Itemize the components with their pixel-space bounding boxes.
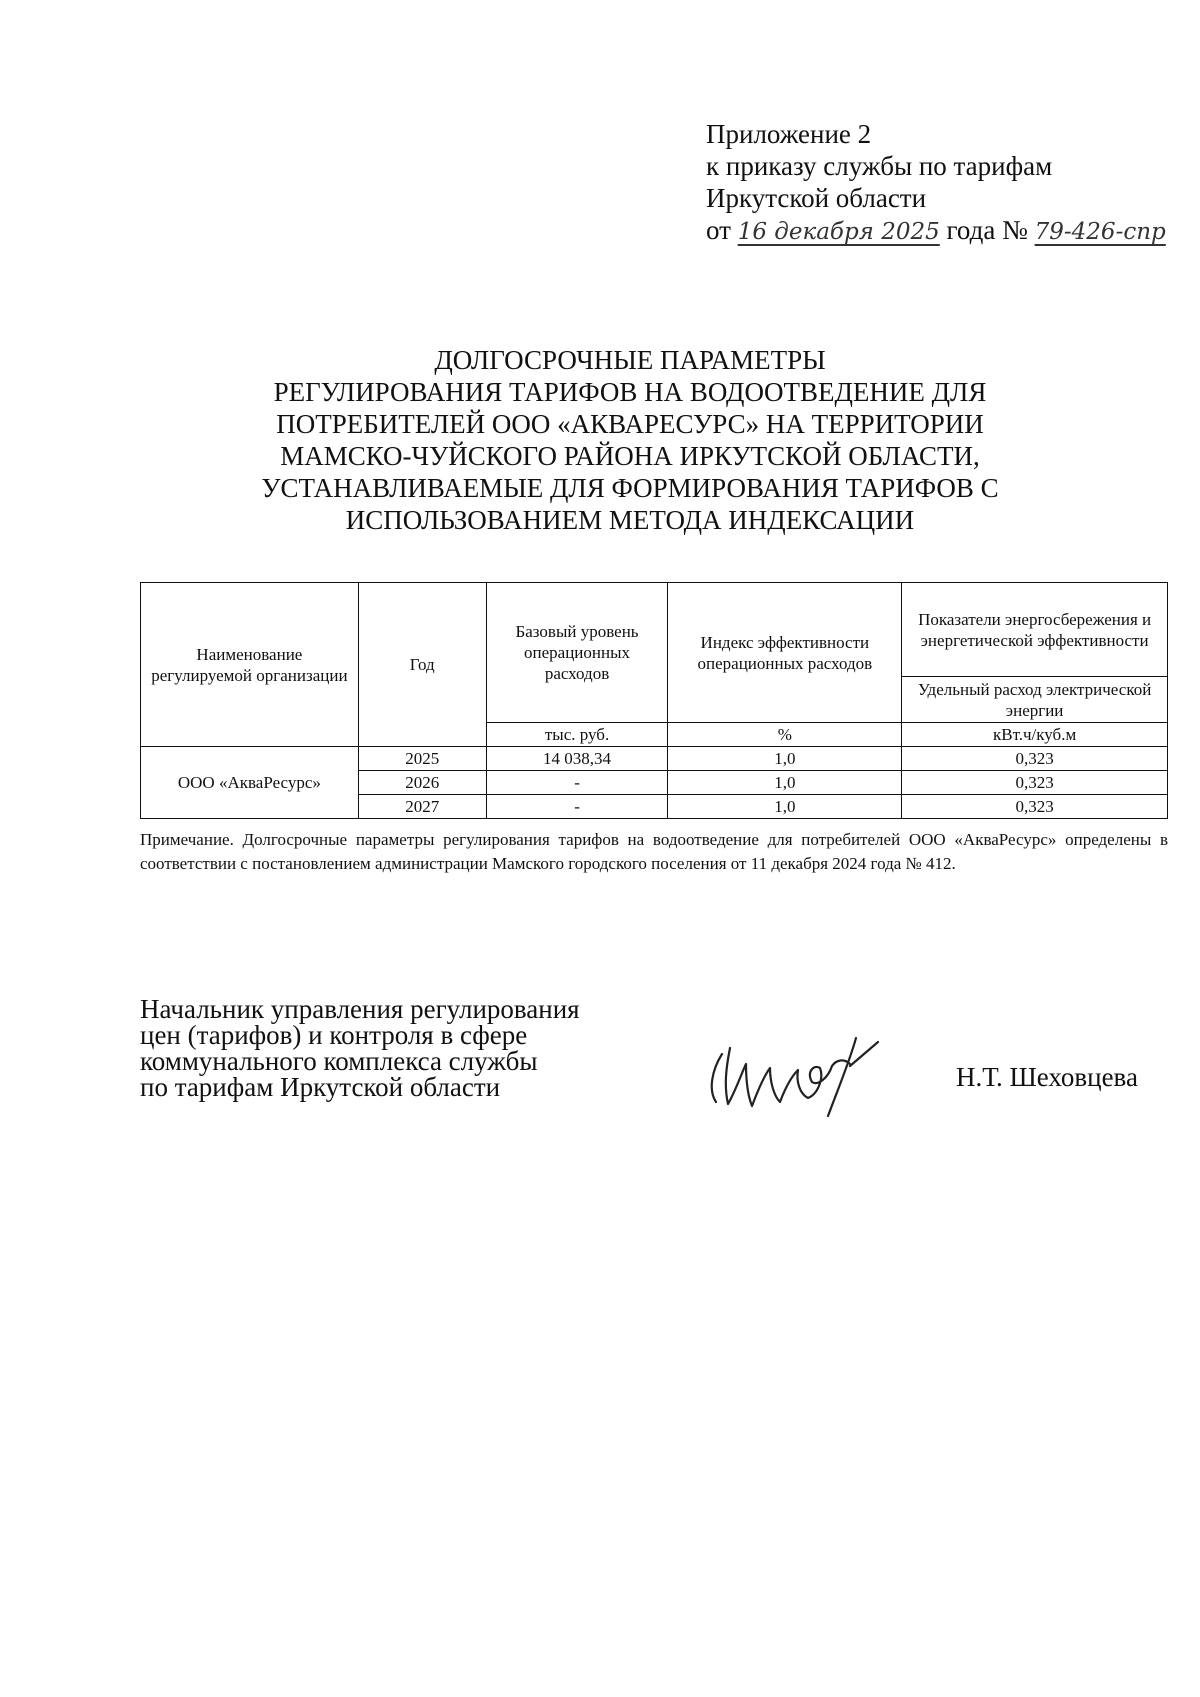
- handwritten-date: 16 декабря 2025: [737, 219, 940, 245]
- position-line: Начальник управления регулирования: [140, 994, 580, 1024]
- unit-base-level: тыс. руб.: [486, 723, 668, 747]
- position-line: коммунального комплекса службы: [140, 1046, 538, 1076]
- organization-name: ООО «АкваРесурс»: [141, 747, 359, 819]
- row-energy: 0,323: [902, 747, 1168, 771]
- header-energy-group: Показатели энергосбережения и энергетической эффективности: [902, 583, 1168, 677]
- year-number-label: года №: [946, 215, 1028, 245]
- row-energy: 0,323: [902, 795, 1168, 819]
- header-year: Год: [358, 583, 486, 747]
- row-base-level: -: [486, 795, 668, 819]
- appendix-line-1: Приложение 2: [706, 119, 872, 149]
- parameters-table: [140, 582, 1168, 819]
- header-org: Наименование регулируемой организации: [141, 583, 359, 747]
- handwritten-signature-icon: [700, 1020, 910, 1120]
- appendix-line-3: Иркутской области: [706, 183, 927, 213]
- signatory-position: [140, 996, 580, 1100]
- appendix-line-2: к приказу службы по тарифам: [706, 151, 1053, 181]
- document-title: [130, 344, 1130, 536]
- note-text: Примечание. Долгосрочные параметры регулирования тарифов на водоотведение для потребителей ООО «АкваРесурс» определены в соответствии с постановлением администрации Мамского городского поселения от 11 декабря 2024 года № 412.: [140, 830, 1168, 873]
- row-year: 2027: [358, 795, 486, 819]
- appendix-header: [706, 118, 1166, 248]
- table-note: [140, 828, 1168, 876]
- table-row: [141, 747, 1168, 771]
- row-year: 2025: [358, 747, 486, 771]
- title-line: УСТАНАВЛИВАЕМЫЕ ДЛЯ ФОРМИРОВАНИЯ ТАРИФОВ С: [261, 473, 999, 503]
- unit-energy: кВт.ч/куб.м: [902, 723, 1168, 747]
- handwritten-order-number: 79-426-спр: [1034, 219, 1166, 245]
- header-base-level: Базовый уровень операционных расходов: [486, 583, 668, 723]
- position-line: по тарифам Иркутской области: [140, 1072, 501, 1102]
- row-energy: 0,323: [902, 771, 1168, 795]
- title-line: ИСПОЛЬЗОВАНИЕМ МЕТОДА ИНДЕКСАЦИИ: [345, 505, 915, 535]
- title-line: ПОТРЕБИТЕЛЕЙ ООО «АКВАРЕСУРС» НА ТЕРРИТОРИИ: [276, 409, 984, 439]
- signatory-name: Н.Т. Шеховцева: [956, 1062, 1138, 1092]
- position-line: цен (тарифов) и контроля в сфере: [140, 1020, 528, 1050]
- title-line: МАМСКО-ЧУЙСКОГО РАЙОНА ИРКУТСКОЙ ОБЛАСТИ,: [280, 441, 980, 471]
- row-index: 1,0: [668, 795, 902, 819]
- appendix-date-line: [706, 214, 1166, 248]
- header-energy-sub: Удельный расход электрической энергии: [902, 677, 1168, 723]
- row-index: 1,0: [668, 771, 902, 795]
- header-efficiency-index: Индекс эффективности операционных расходов: [668, 583, 902, 723]
- row-base-level: -: [486, 771, 668, 795]
- row-year: 2026: [358, 771, 486, 795]
- unit-index: %: [668, 723, 902, 747]
- title-line: ДОЛГОСРОЧНЫЕ ПАРАМЕТРЫ: [434, 345, 826, 375]
- row-base-level: 14 038,34: [486, 747, 668, 771]
- title-line: РЕГУЛИРОВАНИЯ ТАРИФОВ НА ВОДООТВЕДЕНИЕ ДЛЯ: [273, 377, 987, 407]
- row-index: 1,0: [668, 747, 902, 771]
- from-label: от: [706, 215, 731, 245]
